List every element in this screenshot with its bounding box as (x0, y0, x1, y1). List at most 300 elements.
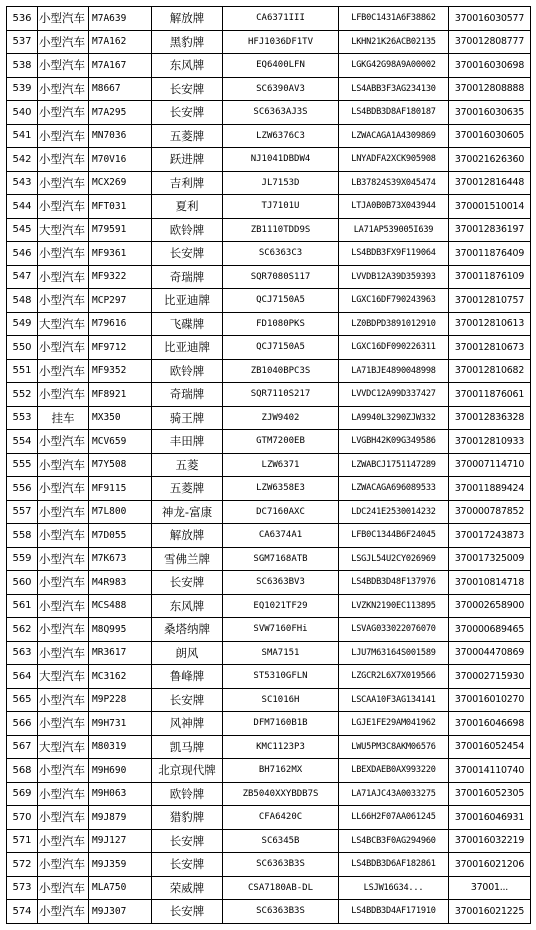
plate-number-cell: MF9361 (89, 242, 152, 266)
brand-cell: 骑王牌 (152, 406, 223, 430)
plate-number-cell: M9P228 (89, 688, 152, 712)
vehicle-type-cell: 小型汽车 (38, 524, 89, 548)
brand-cell: 长安牌 (152, 853, 223, 877)
vin-cell: LVVDB12A39D359393 (339, 265, 449, 289)
table-row (7, 359, 531, 383)
row-number: 538 (7, 54, 38, 78)
table-row (7, 77, 531, 101)
brand-cell: 猎豹牌 (152, 806, 223, 830)
plate-number-cell: MCV659 (89, 430, 152, 454)
record-id-cell: 370000787852 (449, 500, 531, 524)
vin-cell: LZWACAGA696089533 (339, 477, 449, 501)
table-row (7, 430, 531, 454)
model-cell: BH7162MX (223, 759, 339, 783)
table-row (7, 594, 531, 618)
brand-cell: 丰田牌 (152, 430, 223, 454)
plate-number-cell: M7A639 (89, 7, 152, 31)
model-cell: SC6363BV3 (223, 571, 339, 595)
table-row (7, 806, 531, 830)
plate-number-cell: M9H690 (89, 759, 152, 783)
row-number: 546 (7, 242, 38, 266)
row-number: 567 (7, 735, 38, 759)
vehicle-type-cell: 挂车 (38, 406, 89, 430)
row-number: 572 (7, 853, 38, 877)
vehicle-type-cell: 小型汽车 (38, 618, 89, 642)
brand-cell: 凯马牌 (152, 735, 223, 759)
row-number: 561 (7, 594, 38, 618)
record-id-cell: 370016046931 (449, 806, 531, 830)
table-row (7, 101, 531, 125)
vin-cell: LL66H2F07AA061245 (339, 806, 449, 830)
model-cell: EQ6400LFN (223, 54, 339, 78)
record-id-cell: 370012810673 (449, 336, 531, 360)
record-id-cell: 370016010270 (449, 688, 531, 712)
table-row (7, 665, 531, 689)
model-cell: CA6371III (223, 7, 339, 31)
brand-cell: 欧铃牌 (152, 359, 223, 383)
plate-number-cell: M4R983 (89, 571, 152, 595)
vehicle-type-cell: 小型汽车 (38, 712, 89, 736)
model-cell: QCJ7150A5 (223, 336, 339, 360)
record-id-cell: 370016046698 (449, 712, 531, 736)
record-id-cell: 370004470869 (449, 641, 531, 665)
model-cell: EQ1021TF29 (223, 594, 339, 618)
vehicle-type-cell: 小型汽车 (38, 430, 89, 454)
vehicle-type-cell: 小型汽车 (38, 759, 89, 783)
vehicle-type-cell: 小型汽车 (38, 829, 89, 853)
row-number: 543 (7, 171, 38, 195)
row-number: 558 (7, 524, 38, 548)
plate-number-cell: MR3617 (89, 641, 152, 665)
brand-cell: 长安牌 (152, 571, 223, 595)
brand-cell: 欧铃牌 (152, 218, 223, 242)
plate-number-cell: M9J127 (89, 829, 152, 853)
plate-number-cell: MFT031 (89, 195, 152, 219)
table-row (7, 853, 531, 877)
brand-cell: 吉利牌 (152, 171, 223, 195)
row-number: 566 (7, 712, 38, 736)
model-cell: ST5310GFLN (223, 665, 339, 689)
table-row (7, 547, 531, 571)
model-cell: JL7153D (223, 171, 339, 195)
record-id-cell: 370016032219 (449, 829, 531, 853)
row-number: 556 (7, 477, 38, 501)
row-number: 551 (7, 359, 38, 383)
record-id-cell: 370012808888 (449, 77, 531, 101)
vehicle-type-cell: 小型汽车 (38, 54, 89, 78)
record-id-cell: 370000689465 (449, 618, 531, 642)
row-number: 553 (7, 406, 38, 430)
brand-cell: 雪佛兰牌 (152, 547, 223, 571)
table-row (7, 195, 531, 219)
record-id-cell: 370011876409 (449, 242, 531, 266)
vehicle-type-cell: 小型汽车 (38, 594, 89, 618)
row-number: 542 (7, 148, 38, 172)
vin-cell: LBEXDAEB0AX993220 (339, 759, 449, 783)
record-id-cell: 370010814718 (449, 571, 531, 595)
record-id-cell: 370016030698 (449, 54, 531, 78)
model-cell: SC6363B3S (223, 900, 339, 924)
plate-number-cell: MCP297 (89, 289, 152, 313)
vin-cell: LA71AJC43A0033275 (339, 782, 449, 806)
plate-number-cell: M8Q995 (89, 618, 152, 642)
vin-cell: LFB0C1431A6F38862 (339, 7, 449, 31)
brand-cell: 长安牌 (152, 77, 223, 101)
brand-cell: 神龙-富康 (152, 500, 223, 524)
record-id-cell: 370016052305 (449, 782, 531, 806)
row-number: 541 (7, 124, 38, 148)
vehicle-type-cell: 小型汽车 (38, 571, 89, 595)
vehicle-type-cell: 小型汽车 (38, 101, 89, 125)
vehicle-type-cell: 大型汽车 (38, 735, 89, 759)
row-number: 571 (7, 829, 38, 853)
table-row (7, 688, 531, 712)
brand-cell: 比亚迪牌 (152, 336, 223, 360)
plate-number-cell: M7K673 (89, 547, 152, 571)
table-row (7, 30, 531, 54)
brand-cell: 五菱 (152, 453, 223, 477)
row-number: 560 (7, 571, 38, 595)
vehicle-type-cell: 小型汽车 (38, 876, 89, 900)
table-row (7, 218, 531, 242)
table-row (7, 641, 531, 665)
table-row (7, 148, 531, 172)
row-number: 548 (7, 289, 38, 313)
model-cell: SC6363B3S (223, 853, 339, 877)
row-number: 544 (7, 195, 38, 219)
plate-number-cell: MF8921 (89, 383, 152, 407)
table-row (7, 171, 531, 195)
brand-cell: 夏利 (152, 195, 223, 219)
brand-cell: 风神牌 (152, 712, 223, 736)
record-id-cell: 370016021225 (449, 900, 531, 924)
vehicle-type-cell: 小型汽车 (38, 77, 89, 101)
record-id-cell: 370012810757 (449, 289, 531, 313)
table-row (7, 54, 531, 78)
record-id-cell: 370002658900 (449, 594, 531, 618)
vin-cell: LVGBH42K09G349586 (339, 430, 449, 454)
row-number: 574 (7, 900, 38, 924)
record-id-cell: 370012810682 (449, 359, 531, 383)
row-number: 557 (7, 500, 38, 524)
record-id-cell: 37001... (449, 876, 531, 900)
model-cell: CFA6420C (223, 806, 339, 830)
row-number: 549 (7, 312, 38, 336)
model-cell: CSA7180AB-DL (223, 876, 339, 900)
plate-number-cell: MN7036 (89, 124, 152, 148)
vin-cell: LS4BDB3D6AF182861 (339, 853, 449, 877)
plate-number-cell: M9J307 (89, 900, 152, 924)
model-cell: ZB5040XXYBDB7S (223, 782, 339, 806)
model-cell: GTM7200EB (223, 430, 339, 454)
model-cell: SC6363AJ3S (223, 101, 339, 125)
record-id-cell: 370012810933 (449, 430, 531, 454)
table-row (7, 500, 531, 524)
vin-cell: LSGJL54U2CY026969 (339, 547, 449, 571)
record-id-cell: 370001510014 (449, 195, 531, 219)
vehicle-type-cell: 小型汽车 (38, 853, 89, 877)
row-number: 565 (7, 688, 38, 712)
table-row (7, 829, 531, 853)
vin-cell: LB37824S39X045474 (339, 171, 449, 195)
record-id-cell: 370017243873 (449, 524, 531, 548)
table-row (7, 524, 531, 548)
table-row (7, 876, 531, 900)
vin-cell: LFB0C1344B6F24045 (339, 524, 449, 548)
plate-number-cell: MF9115 (89, 477, 152, 501)
plate-number-cell: M9J359 (89, 853, 152, 877)
row-number: 573 (7, 876, 38, 900)
record-id-cell: 370012808777 (449, 30, 531, 54)
record-id-cell: 370016052454 (449, 735, 531, 759)
model-cell: HFJ1036DF1TV (223, 30, 339, 54)
model-cell: SQR7080S117 (223, 265, 339, 289)
brand-cell: 五菱牌 (152, 477, 223, 501)
vehicle-type-cell: 大型汽车 (38, 218, 89, 242)
vin-cell: LDC241E2530014232 (339, 500, 449, 524)
vehicle-table-body (7, 7, 531, 924)
model-cell: ZJW9402 (223, 406, 339, 430)
vin-cell: LNYADFA2XCK905908 (339, 148, 449, 172)
vehicle-type-cell: 小型汽车 (38, 242, 89, 266)
plate-number-cell: MF9712 (89, 336, 152, 360)
table-row (7, 477, 531, 501)
table-row (7, 124, 531, 148)
brand-cell: 比亚迪牌 (152, 289, 223, 313)
vin-cell: LZWABCJ1751147289 (339, 453, 449, 477)
table-row (7, 312, 531, 336)
plate-number-cell: M7Y508 (89, 453, 152, 477)
plate-number-cell: M79591 (89, 218, 152, 242)
vin-cell: LS4BDB3D4AF171910 (339, 900, 449, 924)
plate-number-cell: M8667 (89, 77, 152, 101)
table-row (7, 453, 531, 477)
vin-cell: LWU5PM3C8AKM06576 (339, 735, 449, 759)
vin-cell: LVVDC12A99D337427 (339, 383, 449, 407)
brand-cell: 北京现代牌 (152, 759, 223, 783)
table-row (7, 406, 531, 430)
brand-cell: 鲁峰牌 (152, 665, 223, 689)
vin-cell: LS4BCB3F0AG294960 (339, 829, 449, 853)
record-id-cell: 370011876109 (449, 265, 531, 289)
plate-number-cell: MLA750 (89, 876, 152, 900)
vin-cell: LJU7M63164S001589 (339, 641, 449, 665)
brand-cell: 欧铃牌 (152, 782, 223, 806)
row-number: 540 (7, 101, 38, 125)
table-row (7, 712, 531, 736)
vehicle-type-cell: 小型汽车 (38, 900, 89, 924)
brand-cell: 桑塔纳牌 (152, 618, 223, 642)
brand-cell: 解放牌 (152, 524, 223, 548)
table-row (7, 782, 531, 806)
brand-cell: 长安牌 (152, 688, 223, 712)
plate-number-cell: MF9322 (89, 265, 152, 289)
model-cell: SQR7110S217 (223, 383, 339, 407)
vin-cell: LA71BJE4890048998 (339, 359, 449, 383)
table-row (7, 336, 531, 360)
row-number: 570 (7, 806, 38, 830)
record-id-cell: 370014110740 (449, 759, 531, 783)
table-row (7, 759, 531, 783)
record-id-cell: 370016030577 (449, 7, 531, 31)
plate-number-cell: M70V16 (89, 148, 152, 172)
model-cell: KMC1123P3 (223, 735, 339, 759)
vin-cell: LS4BDB3D48F137976 (339, 571, 449, 595)
plate-number-cell: M9H731 (89, 712, 152, 736)
vehicle-type-cell: 大型汽车 (38, 665, 89, 689)
row-number: 550 (7, 336, 38, 360)
record-id-cell: 370016030635 (449, 101, 531, 125)
plate-number-cell: M7A295 (89, 101, 152, 125)
vin-cell: LGXC16DF090226311 (339, 336, 449, 360)
plate-number-cell: M7D055 (89, 524, 152, 548)
plate-number-cell: MC3162 (89, 665, 152, 689)
table-row (7, 265, 531, 289)
vin-cell: LTJA0B0B73X043944 (339, 195, 449, 219)
record-id-cell: 370012836197 (449, 218, 531, 242)
table-row (7, 618, 531, 642)
row-number: 536 (7, 7, 38, 31)
vin-cell: LKHN21K26ACB02135 (339, 30, 449, 54)
vin-cell: LSJW16G34... (339, 876, 449, 900)
vin-cell: LGXC16DF790243963 (339, 289, 449, 313)
row-number: 569 (7, 782, 38, 806)
record-id-cell: 370012816448 (449, 171, 531, 195)
model-cell: SMA7151 (223, 641, 339, 665)
plate-number-cell: M9J879 (89, 806, 152, 830)
brand-cell: 东风牌 (152, 54, 223, 78)
row-number: 568 (7, 759, 38, 783)
plate-number-cell: M9H063 (89, 782, 152, 806)
brand-cell: 飞碟牌 (152, 312, 223, 336)
row-number: 545 (7, 218, 38, 242)
model-cell: ZB1110TDD9S (223, 218, 339, 242)
record-id-cell: 370021626360 (449, 148, 531, 172)
record-id-cell: 370012836328 (449, 406, 531, 430)
model-cell: SVW7160FHi (223, 618, 339, 642)
model-cell: SC1016H (223, 688, 339, 712)
record-id-cell: 370007114710 (449, 453, 531, 477)
vehicle-type-cell: 小型汽车 (38, 359, 89, 383)
model-cell: SC6390AV3 (223, 77, 339, 101)
brand-cell: 长安牌 (152, 900, 223, 924)
vehicle-type-cell: 小型汽车 (38, 500, 89, 524)
vehicle-type-cell: 小型汽车 (38, 336, 89, 360)
plate-number-cell: MF9352 (89, 359, 152, 383)
table-row (7, 289, 531, 313)
model-cell: LZW6376C3 (223, 124, 339, 148)
row-number: 547 (7, 265, 38, 289)
plate-number-cell: M79616 (89, 312, 152, 336)
vehicle-type-cell: 小型汽车 (38, 453, 89, 477)
vehicle-type-cell: 小型汽车 (38, 383, 89, 407)
vin-cell: LSCAA10F3AG134141 (339, 688, 449, 712)
model-cell: CA6374A1 (223, 524, 339, 548)
vin-cell: LA71AP539005I639 (339, 218, 449, 242)
brand-cell: 黑豹牌 (152, 30, 223, 54)
vin-cell: LZGCR2L6X7X019566 (339, 665, 449, 689)
model-cell: TJ7101U (223, 195, 339, 219)
brand-cell: 跃进牌 (152, 148, 223, 172)
vehicle-type-cell: 大型汽车 (38, 312, 89, 336)
model-cell: LZW6358E3 (223, 477, 339, 501)
brand-cell: 荣威牌 (152, 876, 223, 900)
model-cell: QCJ7150A5 (223, 289, 339, 313)
plate-number-cell: M7L800 (89, 500, 152, 524)
table-row (7, 735, 531, 759)
model-cell: NJ1041DBDW4 (223, 148, 339, 172)
brand-cell: 长安牌 (152, 829, 223, 853)
vin-cell: LA9940L3290ZJW332 (339, 406, 449, 430)
vin-cell: LSVAG033022076070 (339, 618, 449, 642)
vin-cell: LS4ABB3F3AG234130 (339, 77, 449, 101)
vehicle-type-cell: 小型汽车 (38, 688, 89, 712)
vehicle-type-cell: 小型汽车 (38, 30, 89, 54)
vehicle-type-cell: 小型汽车 (38, 265, 89, 289)
vehicle-table (6, 6, 531, 924)
vin-cell: LZ0BDPD3891012910 (339, 312, 449, 336)
table-row (7, 900, 531, 924)
row-number: 555 (7, 453, 38, 477)
vehicle-type-cell: 小型汽车 (38, 7, 89, 31)
model-cell: DC7160AXC (223, 500, 339, 524)
brand-cell: 东风牌 (152, 594, 223, 618)
row-number: 552 (7, 383, 38, 407)
vehicle-type-cell: 小型汽车 (38, 806, 89, 830)
brand-cell: 长安牌 (152, 242, 223, 266)
model-cell: DFM7160B1B (223, 712, 339, 736)
record-id-cell: 370016030605 (449, 124, 531, 148)
brand-cell: 奇瑞牌 (152, 383, 223, 407)
vehicle-type-cell: 小型汽车 (38, 171, 89, 195)
table-row (7, 571, 531, 595)
brand-cell: 长安牌 (152, 101, 223, 125)
vehicle-type-cell: 小型汽车 (38, 547, 89, 571)
plate-number-cell: M7A167 (89, 54, 152, 78)
model-cell: ZB1040BPC3S (223, 359, 339, 383)
table-row (7, 242, 531, 266)
vehicle-type-cell: 小型汽车 (38, 477, 89, 501)
model-cell: FD1080PKS (223, 312, 339, 336)
vehicle-type-cell: 小型汽车 (38, 782, 89, 806)
model-cell: LZW6371 (223, 453, 339, 477)
brand-cell: 奇瑞牌 (152, 265, 223, 289)
row-number: 537 (7, 30, 38, 54)
model-cell: SGM7168ATB (223, 547, 339, 571)
plate-number-cell: M7A162 (89, 30, 152, 54)
vehicle-type-cell: 小型汽车 (38, 195, 89, 219)
row-number: 559 (7, 547, 38, 571)
plate-number-cell: MCX269 (89, 171, 152, 195)
model-cell: SC6345B (223, 829, 339, 853)
record-id-cell: 370011889424 (449, 477, 531, 501)
table-row (7, 7, 531, 31)
row-number: 539 (7, 77, 38, 101)
vehicle-type-cell: 小型汽车 (38, 148, 89, 172)
row-number: 564 (7, 665, 38, 689)
brand-cell: 五菱牌 (152, 124, 223, 148)
record-id-cell: 370017325009 (449, 547, 531, 571)
row-number: 563 (7, 641, 38, 665)
row-number: 554 (7, 430, 38, 454)
vin-cell: LS4BDB3FX9F119064 (339, 242, 449, 266)
brand-cell: 解放牌 (152, 7, 223, 31)
vin-cell: LGKG42G98A9A00002 (339, 54, 449, 78)
vin-cell: LGJE1FE29AM041962 (339, 712, 449, 736)
vehicle-type-cell: 小型汽车 (38, 641, 89, 665)
record-id-cell: 370002715930 (449, 665, 531, 689)
record-id-cell: 370011876061 (449, 383, 531, 407)
